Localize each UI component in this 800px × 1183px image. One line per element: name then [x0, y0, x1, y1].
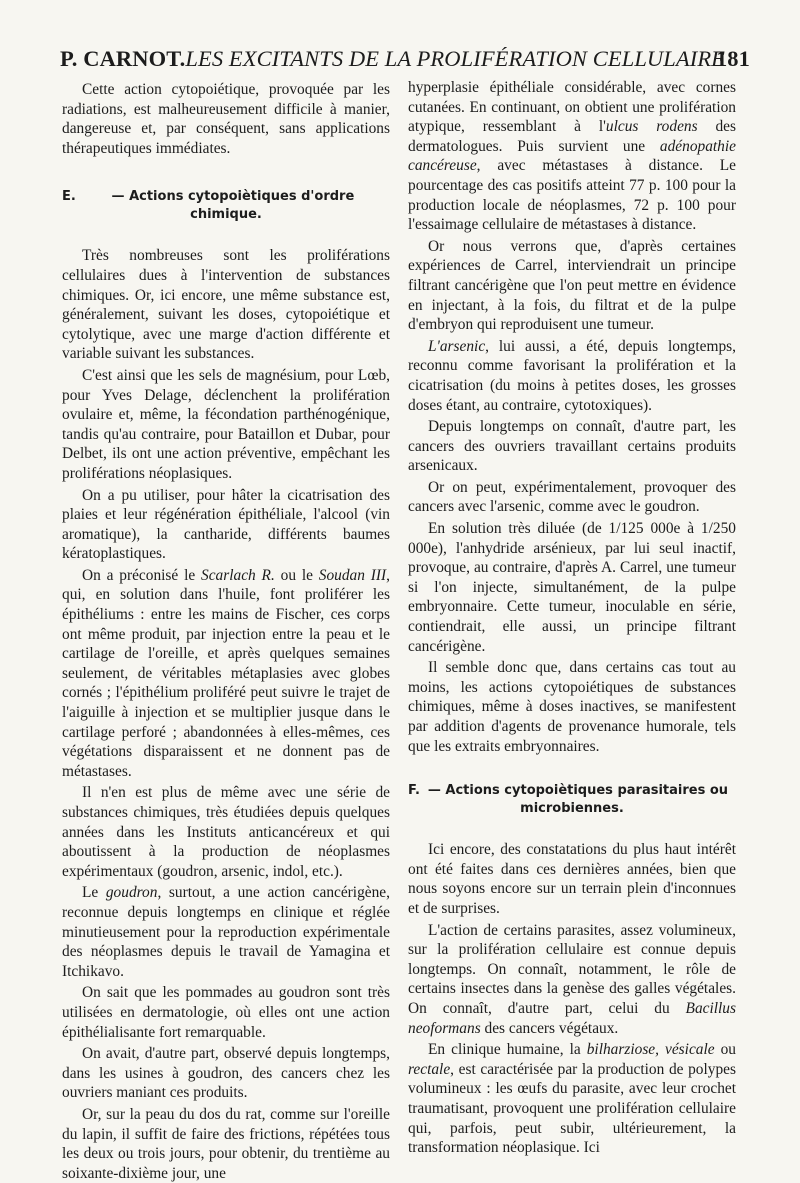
- paragraph: On a préconisé le Scarlach R. ou le Soudan III, qui, en solution dans l'huile, font proliférer les épithéliums : entre les mains de Fischer, ces corps ont même produit, par injection entre la peau et le cartilage de l'oreille, et après quelques semaines seulement, de véritables métaplasies avec globes cornés ; l'épithélium proliféré peut suivre le trajet de l'aiguille à injection et se multiplier jusque dans le cartilage perforé ; abandonnées à elles-mêmes, ces végétations disparaissent et ne donnent pas de métastases.: [62, 566, 390, 780]
- section-label: E.: [62, 189, 76, 205]
- italic-term: bilharziose, vésicale: [586, 1041, 715, 1059]
- paragraph: Très nombreuses sont les proliférations cellulaires dues à l'intervention de substances chimiques. Or, ici encore, une même substance est, généralement, suivant les doses, cytopoiétique et cytolytique, avec une marge d'action différente et variable suivant les substances.: [62, 247, 390, 363]
- section-heading-e: [62, 188, 390, 224]
- paragraph: hyperplasie épithéliale considérable, avec cornes cutanées. En continuant, on obtient une prolifération atypique, ressemblant à l'ulcus rodens des dermatologues. Puis survient une adénopathie cancéreuse, avec métastases à distance. Le pourcentage des cas positifs atteint 77 p. 100 pour la production locale de néoplasmes, 72 p. 100 pour l'essaimage cellulaire de métastases à distance.: [408, 79, 736, 234]
- italic-term: goudron: [105, 884, 158, 902]
- paragraph: Or nous verrons que, d'après certaines expériences de Carrel, interviendrait un principe filtrant cancérigène que l'on peut mettre en évidence en injectant, à la fois, du filtrat et de la pulpe d'embryon qui reproduisent une tumeur.: [408, 237, 736, 334]
- section-heading-f: [408, 782, 736, 818]
- italic-term: Scarlach R.: [201, 566, 275, 584]
- right-column: [408, 78, 736, 1158]
- paragraph: Ici encore, des constatations du plus haut intérêt ont été faites dans ces dernières années, bien que nous soyons encore sur un terrain plein d'inconnues et de surprises.: [408, 841, 736, 917]
- paragraph: Or on peut, expérimentalement, provoquer des cancers avec l'arsenic, comme avec le goudron.: [408, 478, 736, 516]
- paragraph: Or, sur la peau du dos du rat, comme sur l'oreille du lapin, il suffit de faire des frictions, répétées tous les deux ou trois jours, pour obtenir, du trentième au soixante-dixième jour, une: [62, 1105, 390, 1182]
- running-header: [60, 46, 750, 72]
- header-author: P. CARNOT.: [60, 46, 186, 71]
- paragraph: L'action de certains parasites, assez volumineux, sur la prolifération cellulaire est connue depuis longtemps. On connaît, notamment, le rôle de certains insectes dans la genèse des galles végétales. On connaît, d'autre part, celui du Bacillus neoformans des cancers végétaux.: [408, 921, 736, 1037]
- italic-term: rectale: [408, 1060, 451, 1078]
- paragraph: Il semble donc que, dans certains cas tout au moins, les actions cytopoiétiques de substances chimiques, même à doses inactives, se manifestent par addition d'agents de provenance humorale, tels que les extraits embryonnaires.: [408, 659, 736, 755]
- paragraph: En solution très diluée (de 1/125 000e à 1/250 000e), l'anhydride arsénieux, par lui seul inactif, provoque, au contraire, d'après A. Carrel, une tumeur si l'on injecte, simultanément, de la pulpe embryonnaire. Cette tumeur, inoculable en série, contiendrait, elle aussi, un principe filtrant cancérigène.: [408, 520, 736, 655]
- paragraph: En clinique humaine, la bilharziose, vésicale ou rectale, est caractérisée par la production de polypes volumineux : les œufs du parasite, avec leur crochet traumatisant, provoquent une prolifération cellulaire qui, parfois, peut subir, ultérieurement, la transformation néoplasique. Ici: [408, 1041, 736, 1157]
- paragraph: On sait que les pommades au goudron sont très utilisées en dermatologie, où elles ont une action épithélialisante fort remarquable.: [62, 984, 390, 1041]
- left-column: [62, 78, 390, 1183]
- paragraph: Il n'en est plus de même avec une série de substances chimiques, très étudiées depuis quelques années dans les Instituts anticancéreux et qui aboutissent à la production de néoplasmes expérimentaux (goudron, arsenic, indol, etc.).: [62, 784, 390, 880]
- page-number: 181: [715, 46, 750, 71]
- italic-term: L'arsenic: [428, 337, 486, 355]
- paragraph: Cette action cytopoiétique, provoquée par les radiations, est malheureusement difficile à manier, dangereuse et, par conséquent, sans applications thérapeutiques immédiates.: [62, 81, 390, 157]
- paragraph: Le goudron, surtout, a une action cancérigène, reconnue depuis longtemps en clinique et réglée minutieusement pour la reproduction expérimentale des néoplasmes depuis le travail de Yamagina et Itchikavo.: [62, 884, 390, 980]
- section-title: — Actions cytopoiètiques parasitaires ou microbiennes.: [427, 783, 729, 817]
- section-title: — Actions cytopoiètiques d'ordre chimique.: [111, 189, 355, 223]
- italic-term: Bacillus neoformans: [408, 999, 736, 1037]
- paragraph: L'arsenic, lui aussi, a été, depuis longtemps, reconnu comme favorisant la prolifération et la cicatrisation (du moins à petites doses, les grosses doses étant, au contraire, cytotoxiques).: [408, 337, 736, 414]
- paragraph: C'est ainsi que les sels de magnésium, pour Lœb, pour Yves Delage, déclenchent la prolifération ovulaire et, même, la fécondation parthénogénique, tandis qu'au contraire, pour Bataillon et Dubar, pour Delbet, ils ont une action préventive, empêchant les proliférations néoplasiques.: [62, 366, 390, 482]
- header-title: LES EXCITANTS DE LA PROLIFÉRATION CELLULAIRE: [185, 46, 726, 71]
- paragraph: On a pu utiliser, pour hâter la cicatrisation des plaies et leur régénération épithéliale, l'alcool (vin aromatique), la cantharide, différents baumes kératoplastiques.: [62, 486, 390, 563]
- section-label: F.: [408, 783, 420, 799]
- italic-term: ulcus rodens: [605, 118, 698, 136]
- italic-term: Soudan III: [318, 566, 387, 584]
- paragraph: Depuis longtemps on connaît, d'autre part, les cancers des ouvriers travaillant certains produits arsenicaux.: [408, 418, 736, 475]
- italic-term: adénopathie cancéreuse: [408, 137, 736, 175]
- paragraph: On avait, d'autre part, observé depuis longtemps, dans les usines à goudron, des cancers chez les ouvriers maniant ces produits.: [62, 1045, 390, 1102]
